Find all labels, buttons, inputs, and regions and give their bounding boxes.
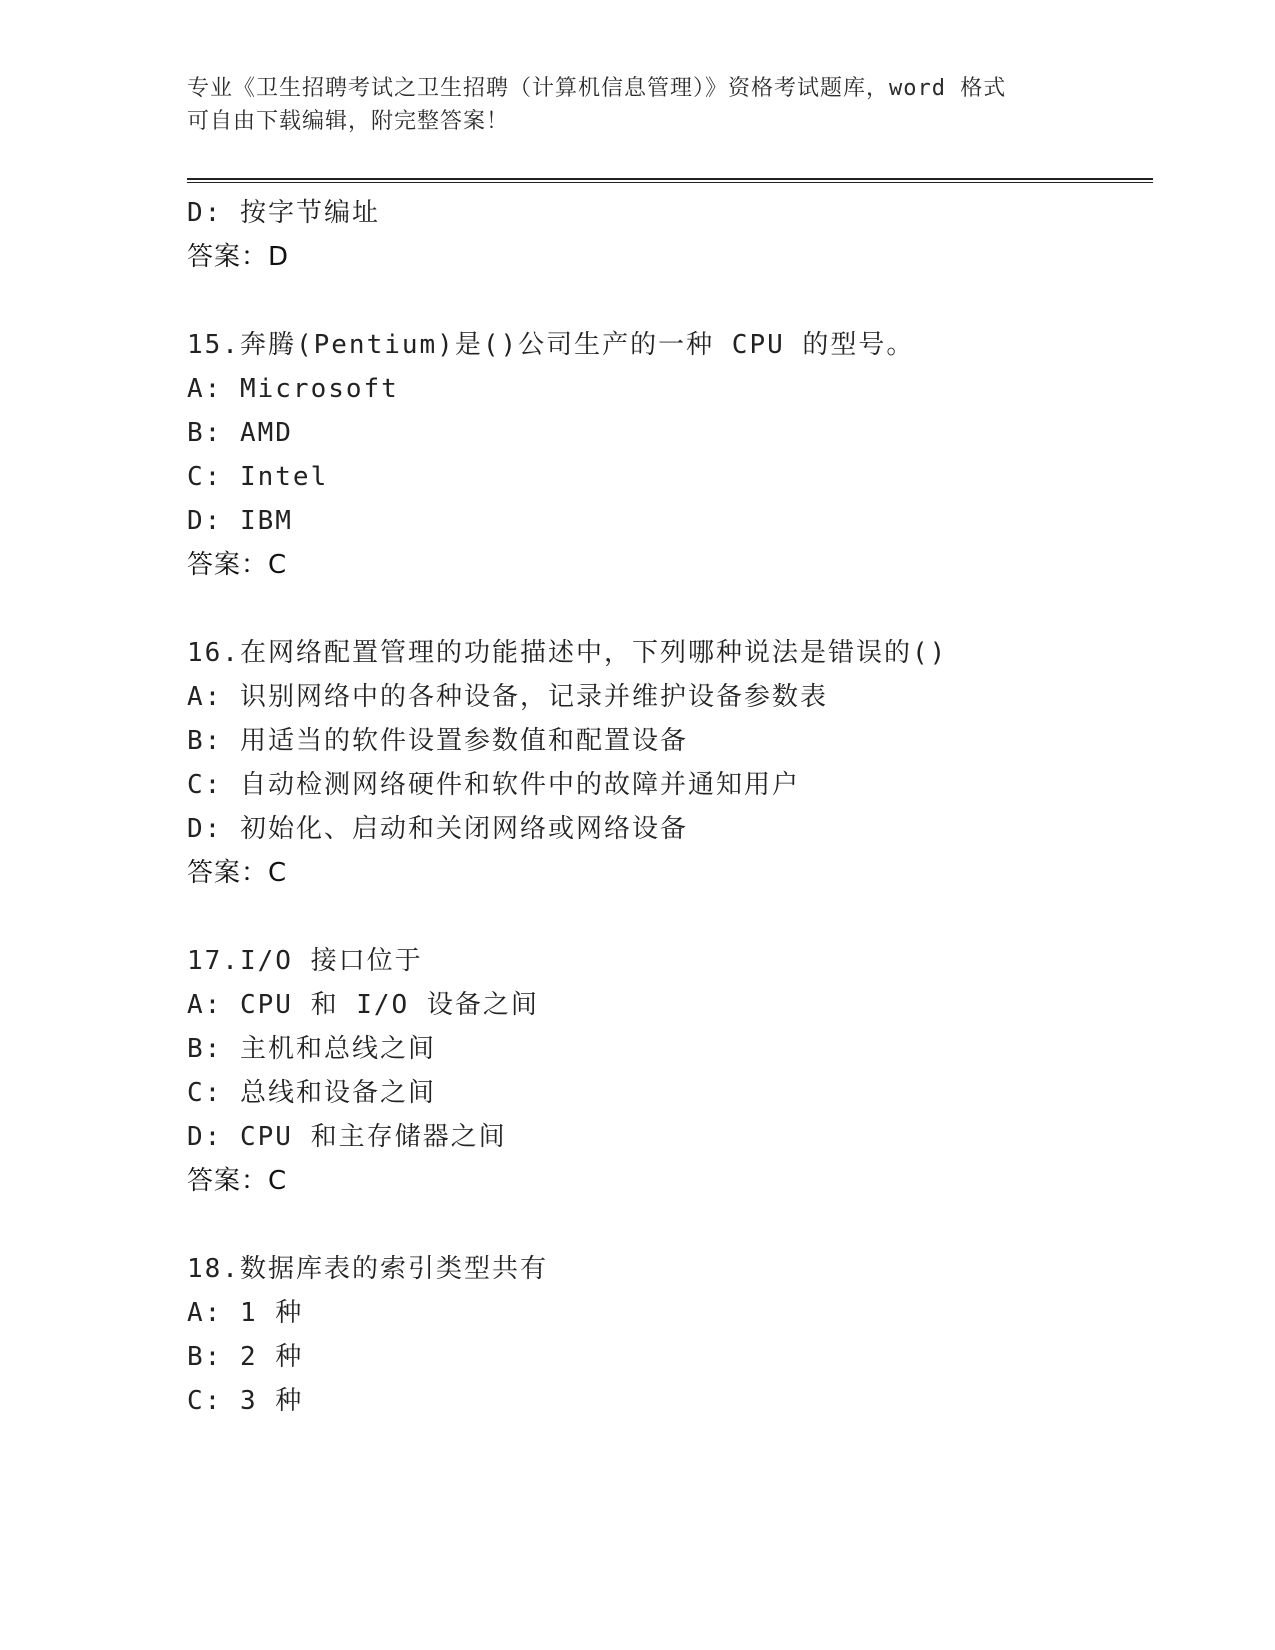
question-17-stem: 17.I/O 接口位于 xyxy=(187,946,423,976)
document-header xyxy=(187,72,1087,138)
question-18-option-a: A: 1 种 xyxy=(187,1298,304,1328)
question-17-answer: 答案：C xyxy=(187,1166,288,1196)
header-line-1: 专业《卫生招聘考试之卫生招聘（计算机信息管理）》资格考试题库，word 格式 xyxy=(187,76,1007,101)
question-15-option-d: D: IBM xyxy=(187,506,293,536)
question-17-option-d: D: CPU 和主存储器之间 xyxy=(187,1122,507,1152)
header-divider xyxy=(187,178,1153,183)
question-15-option-b: B: AMD xyxy=(187,418,293,448)
question-17-option-c: C: 总线和设备之间 xyxy=(187,1078,436,1108)
question-16-option-c: C: 自动检测网络硬件和软件中的故障并通知用户 xyxy=(187,770,800,800)
question-18-stem: 18.数据库表的索引类型共有 xyxy=(187,1254,548,1284)
question-18-option-b: B: 2 种 xyxy=(187,1342,304,1372)
question-16-stem: 16.在网络配置管理的功能描述中，下列哪种说法是错误的() xyxy=(187,638,948,668)
question-15-option-a: A: Microsoft xyxy=(187,374,399,404)
question-15-stem: 15.奔腾(Pentium)是()公司生产的一种 CPU 的型号。 xyxy=(187,330,915,360)
header-line-2: 可自由下载编辑，附完整答案！ xyxy=(187,109,510,134)
question-15-answer: 答案：C xyxy=(187,550,288,580)
question-16-option-b: B: 用适当的软件设置参数值和配置设备 xyxy=(187,726,688,756)
question-16-option-d: D: 初始化、启动和关闭网络或网络设备 xyxy=(187,814,688,844)
question-17-option-b: B: 主机和总线之间 xyxy=(187,1034,436,1064)
question-18-option-c: C: 3 种 xyxy=(187,1386,304,1416)
answer-line: 答案：D xyxy=(187,242,290,272)
option-d: D: 按字节编址 xyxy=(187,198,380,228)
question-17-option-a: A: CPU 和 I/O 设备之间 xyxy=(187,990,539,1020)
question-15-option-c: C: Intel xyxy=(187,462,329,492)
question-16-option-a: A: 识别网络中的各种设备，记录并维护设备参数表 xyxy=(187,682,828,712)
question-16-answer: 答案：C xyxy=(187,858,288,888)
